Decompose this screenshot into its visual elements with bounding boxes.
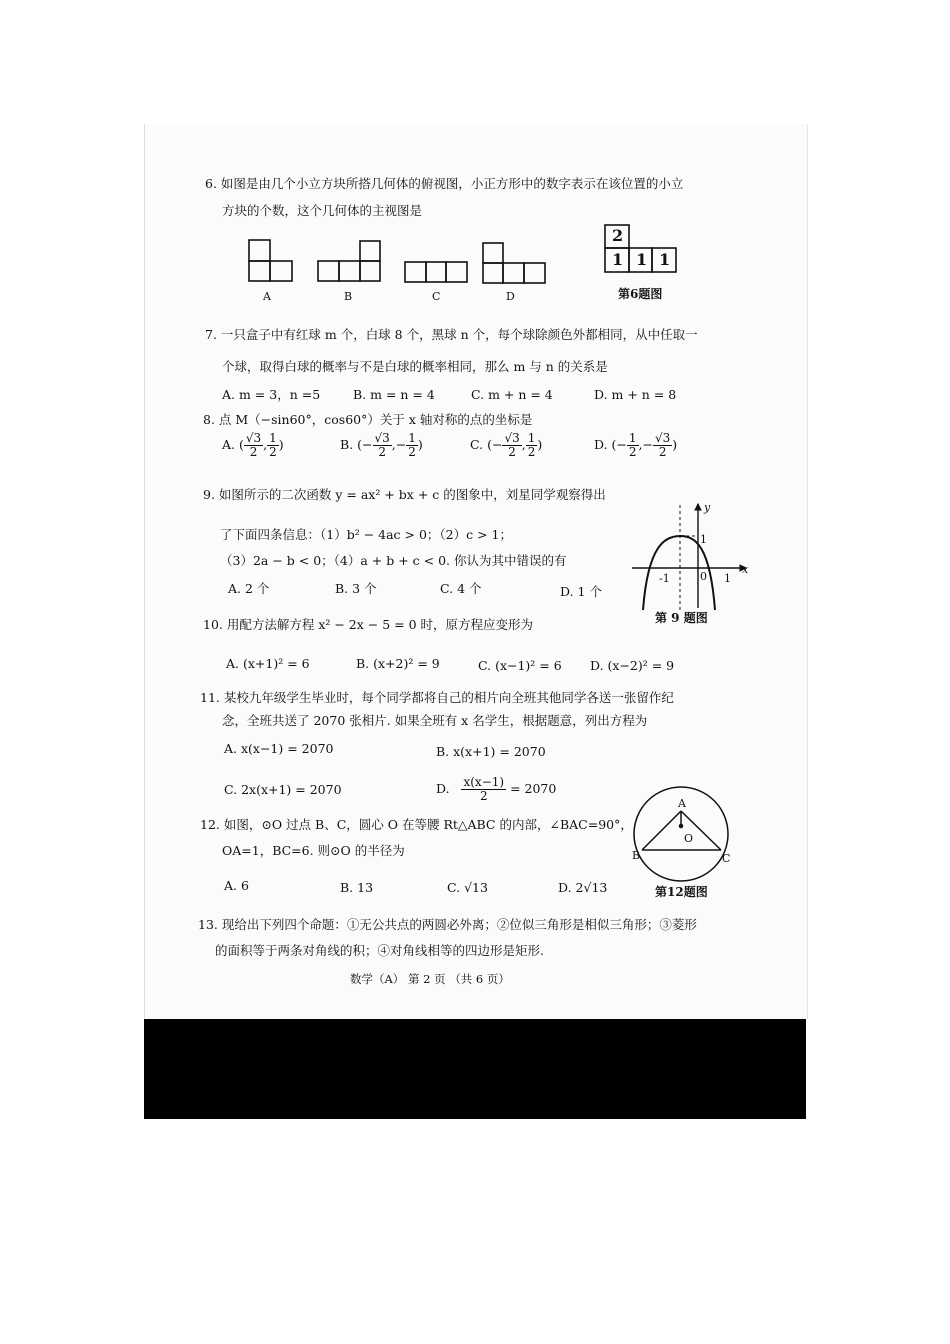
q13-stem-line1: 13. 现给出下列四个命题：①无公共点的两圆必外离；②位似三角形是相似三角形；③菱形 — [198, 917, 697, 932]
q6-grid-count-3: 1 — [659, 250, 671, 269]
q9-stem-line2: 了下面四条信息：（1）b² − 4ac > 0；（2）c > 1； — [220, 527, 512, 542]
q9-tick-neg1: -1 — [659, 572, 670, 585]
q7-option-c: C. m + n = 4 — [471, 387, 553, 402]
q11-option-d: D. $\frac{x(x-1)}{2}$ = 2070 — [436, 775, 557, 803]
q9-axis-y-label: y — [704, 501, 711, 514]
q11-option-b: B. x(x+1) = 2070 — [436, 744, 546, 759]
black-redaction-bar — [144, 1019, 806, 1119]
q6-grid-top-count: 2 — [612, 226, 624, 245]
q12-point-o: O — [684, 832, 694, 845]
q12-option-a: A. 6 — [224, 878, 249, 893]
q8-option-b: B. (− $\frac{√3}{2}$ ,− $\frac{1}{2}$ ) — [340, 431, 423, 459]
q11-stem-line2: 念，全班共送了 2070 张相片. 如果全班有 x 名学生，根据题意，列出方程为 — [222, 713, 648, 728]
q9-stem-line1: 9. 如图所示的二次函数 y = ax² + bx + c 的图象中，刘星同学观察得出 — [203, 487, 606, 502]
q6-grid-count-1: 1 — [612, 250, 624, 269]
q9-option-a: A. 2 个 — [228, 581, 270, 596]
q9-origin-label: 0 — [700, 570, 707, 583]
q9-option-b: B. 3 个 — [335, 581, 377, 596]
q10-option-c: C. (x−1)² = 6 — [478, 658, 562, 673]
q6-label-a: A — [263, 290, 271, 303]
q11-option-a: A. x(x−1) = 2070 — [224, 741, 334, 756]
q12-point-a: A — [678, 797, 686, 810]
q12-option-d: D. 2√13 — [558, 880, 608, 895]
q13-stem-line2: 的面积等于两条对角线的积；④对角线相等的四边形是矩形. — [215, 943, 544, 958]
q12-option-c: C. √13 — [447, 880, 488, 895]
q12-stem-line1: 12. 如图，⊙O 过点 B、C，圆心 O 在等腰 Rt△ABC 的内部，∠BAC=90°， — [200, 817, 633, 832]
q8-option-c: C. (− $\frac{√3}{2}$ , $\frac{1}{2}$ ) — [470, 431, 543, 459]
q11-stem-line1: 11. 某校九年级学生毕业时，每个同学都将自己的相片向全班其他同学各送一张留作纪 — [200, 690, 674, 705]
q9-tick-1: 1 — [724, 572, 731, 585]
q6-grid-count-2: 1 — [636, 250, 648, 269]
q6-label-d: D — [506, 290, 515, 303]
q9-option-d: D. 1 个 — [560, 584, 602, 599]
q7-option-a: A. m = 3，n =5 — [222, 387, 321, 402]
q12-figure-caption: 第12题图 — [655, 885, 708, 899]
q9-stem-line3: （3）2a − b < 0；（4）a + b + c < 0. 你认为其中错误的有 — [220, 553, 567, 568]
q8-stem: 8. 点 M（−sin60°，cos60°）关于 x 轴对称的点的坐标是 — [203, 412, 533, 427]
q8-option-a: A. ( $\frac{√3}{2}$ , $\frac{1}{2}$ ) — [222, 431, 284, 459]
q7-option-b: B. m = n = 4 — [353, 387, 435, 402]
q7-stem-line1: 7. 一只盒子中有红球 m 个，白球 8 个，黑球 n 个，每个球除颜色外都相同，从中任取一 — [205, 327, 698, 342]
q12-stem-line2: OA=1，BC=6. 则⊙O 的半径为 — [222, 843, 405, 858]
q9-tick-y1: 1 — [700, 533, 707, 546]
q9-option-c: C. 4 个 — [440, 581, 482, 596]
q7-option-d: D. m + n = 8 — [594, 387, 677, 402]
q10-option-a: A. (x+1)² = 6 — [226, 656, 310, 671]
q11-option-c: C. 2x(x+1) = 2070 — [224, 782, 342, 797]
q6-stem-line2: 方块的个数，这个几何体的主视图是 — [222, 203, 423, 218]
q6-label-b: B — [344, 290, 353, 303]
q10-option-d: D. (x−2)² = 9 — [590, 658, 675, 673]
page-footer: 数学（A） 第 2 页 （共 6 页） — [350, 972, 510, 986]
q12-point-b: B — [632, 849, 641, 862]
q10-stem: 10. 用配方法解方程 x² − 2x − 5 = 0 时，原方程应变形为 — [203, 617, 534, 632]
q6-stem-line1: 6. 如图是由几个小立方块所搭几何体的俯视图，小正方形中的数字表示在该位置的小立 — [205, 176, 684, 191]
q7-stem-line2: 个球，取得白球的概率与不是白球的概率相同，那么 m 与 n 的关系是 — [222, 359, 608, 374]
q12-point-c: C — [722, 852, 731, 865]
q9-figure-caption: 第 9 题图 — [655, 611, 708, 625]
q6-figure-caption: 第6题图 — [618, 287, 663, 301]
q10-option-b: B. (x+2)² = 9 — [356, 656, 440, 671]
q8-option-d: D. (− $\frac{1}{2}$ ,− $\frac{√3}{2}$ ) — [594, 431, 678, 459]
q12-option-b: B. 13 — [340, 880, 374, 895]
q6-label-c: C — [432, 290, 441, 303]
q9-axis-x-label: x — [742, 563, 749, 576]
